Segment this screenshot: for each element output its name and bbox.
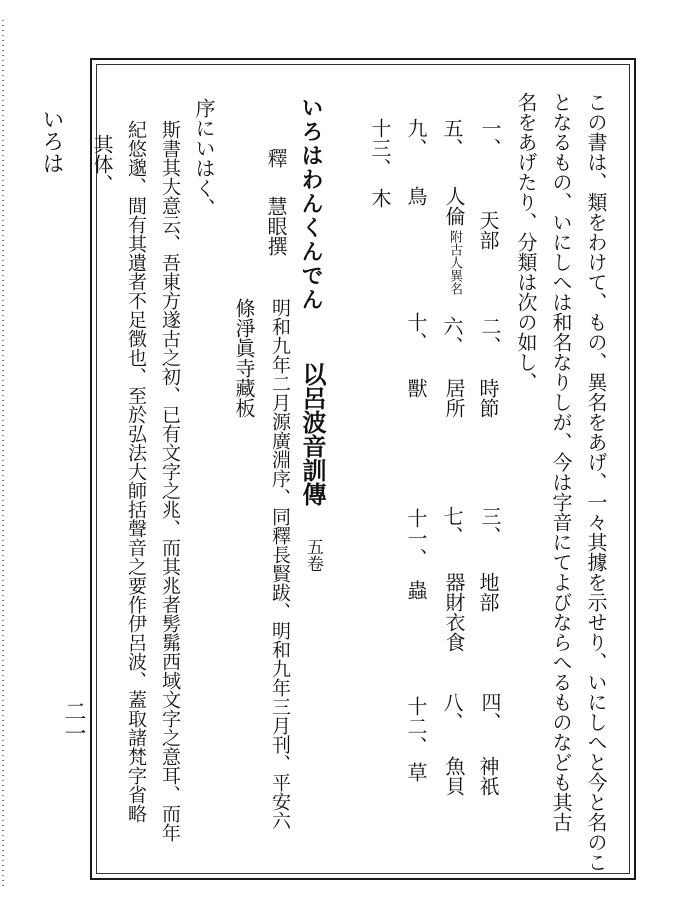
class-num-6: 六、 bbox=[440, 316, 464, 356]
entry-title-kana: いろはわんくんでん bbox=[298, 96, 324, 312]
preface-line-1: 斯書其大意云、吾東方遂古之初、已有文字之兆、而其兆者髣髴西域文字之意耳、而年 bbox=[159, 120, 181, 842]
class-label-8: 魚貝 bbox=[442, 756, 466, 796]
class-label-13: 木 bbox=[368, 188, 392, 208]
running-title: いろは bbox=[39, 108, 64, 174]
class-note-5: 附古人異名 bbox=[447, 230, 462, 295]
class-num-5: 五、 bbox=[440, 118, 464, 158]
preface-line-3: 其体、 bbox=[90, 134, 114, 194]
class-num-2: 二、 bbox=[478, 316, 502, 356]
class-label-12: 草 bbox=[404, 762, 428, 782]
class-num-7: 七、 bbox=[440, 506, 464, 546]
intro-line-1: この書は、類をわけて、もの、異名をあげ、一々其據を示せり、いにしへと今と名のこ bbox=[584, 92, 608, 872]
class-num-9: 九、 bbox=[404, 118, 428, 158]
class-num-4: 四、 bbox=[478, 692, 502, 732]
scan-edge bbox=[2, 20, 4, 890]
publisher-info: 條淨眞寺藏板 bbox=[232, 298, 256, 418]
intro-line-2: となるもの、いにしへは和名なりしが、今は字音にてよびならへるものなども其古 bbox=[549, 92, 573, 832]
class-label-4: 神祇 bbox=[476, 756, 500, 796]
class-label-9: 鳥 bbox=[404, 186, 428, 206]
class-num-11: 十一、 bbox=[404, 508, 428, 568]
page-number: 二一 bbox=[61, 700, 86, 744]
class-label-5: 人倫 bbox=[442, 186, 466, 226]
class-num-8: 八、 bbox=[440, 692, 464, 732]
class-num-1: 一、 bbox=[478, 118, 502, 158]
class-label-6: 居所 bbox=[442, 378, 466, 418]
class-num-12: 十二、 bbox=[404, 696, 428, 756]
class-num-10: 十、 bbox=[404, 312, 428, 352]
class-label-10: 獸 bbox=[404, 378, 428, 398]
author-role: 釋 bbox=[264, 148, 288, 168]
publication-info: 明和九年二月源廣淵序、同釋長賢跋、明和九年三月刊、平安六 bbox=[269, 298, 291, 830]
class-label-7: 器財衣食 bbox=[442, 572, 466, 652]
author-name: 慧眼撰 bbox=[264, 196, 288, 256]
class-num-3: 三、 bbox=[478, 506, 502, 546]
class-label-2: 時節 bbox=[476, 378, 500, 418]
class-label-3: 地部 bbox=[476, 572, 500, 612]
entry-title-kanji: 以呂波音訓傳 bbox=[298, 362, 327, 506]
preface-line-2: 紀悠邈、間有其遺者不足徴也、至於弘法大師括聲音之要作伊呂波、蓋取諸梵字省略 bbox=[125, 120, 147, 823]
class-label-11: 蟲 bbox=[404, 580, 428, 600]
class-label-1: 天部 bbox=[476, 210, 500, 250]
entry-volumes: 五卷 bbox=[303, 538, 323, 572]
intro-line-3: 名をあげたり、分類は次の如し、 bbox=[514, 92, 538, 392]
preface-opening: 序にいはく、 bbox=[192, 98, 216, 218]
class-num-13: 十三、 bbox=[368, 118, 392, 178]
